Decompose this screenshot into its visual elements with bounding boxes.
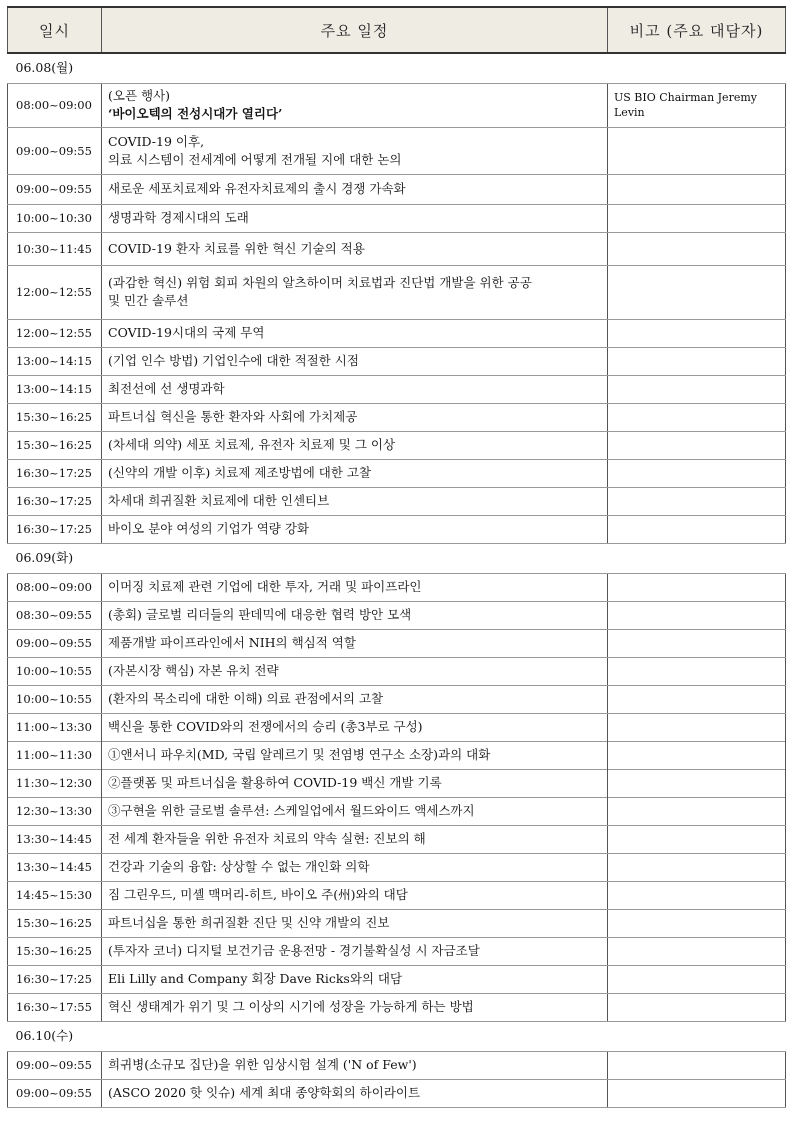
note-cell <box>608 657 786 685</box>
event-cell <box>102 265 608 319</box>
event-line: (오픈 행사) <box>108 88 171 103</box>
event-cell: 제품개발 파이프라인에서 NIH의 핵심적 역할 <box>102 629 608 657</box>
note-cell <box>608 853 786 881</box>
note-cell <box>608 319 786 347</box>
table-row <box>8 573 786 601</box>
time-cell: 13:00~14:15 <box>8 375 102 403</box>
time-cell: 16:30~17:25 <box>8 459 102 487</box>
note-cell <box>608 347 786 375</box>
event-cell: 혁신 생태계가 위기 및 그 이상의 시기에 성장을 가능하게 하는 방법 <box>102 993 608 1021</box>
table-row <box>8 937 786 965</box>
table-row <box>8 204 786 232</box>
event-cell: (투자자 코너) 디지털 보건기금 운용전망 - 경기불확실성 시 자금조달 <box>102 937 608 965</box>
event-cell: 건강과 기술의 융합: 상상할 수 없는 개인화 의학 <box>102 853 608 881</box>
time-cell: 16:30~17:25 <box>8 515 102 543</box>
time-cell: 08:00~09:00 <box>8 573 102 601</box>
note-cell <box>608 459 786 487</box>
table-row <box>8 853 786 881</box>
time-cell: 11:00~13:30 <box>8 713 102 741</box>
table-row <box>8 487 786 515</box>
event-line: 및 민간 솔루션 <box>108 293 189 308</box>
time-cell: 16:30~17:25 <box>8 487 102 515</box>
note-cell <box>608 797 786 825</box>
note-cell <box>608 601 786 629</box>
table-row <box>8 232 786 265</box>
event-line: (과감한 혁신) 위험 회피 차원의 알츠하이머 치료법과 진단법 개발을 위한 공공 <box>108 275 532 290</box>
table-row <box>8 1051 786 1079</box>
day-row <box>8 1021 786 1051</box>
time-cell: 12:00~12:55 <box>8 319 102 347</box>
col-header-time: 일시 <box>8 7 102 53</box>
event-cell: 파트너십을 통한 희귀질환 진단 및 신약 개발의 진보 <box>102 909 608 937</box>
note-cell <box>608 232 786 265</box>
table-row <box>8 174 786 204</box>
time-cell: 16:30~17:25 <box>8 965 102 993</box>
time-cell: 10:00~10:55 <box>8 685 102 713</box>
note-cell <box>608 265 786 319</box>
time-cell: 13:30~14:45 <box>8 825 102 853</box>
event-cell: 바이오 분야 여성의 기업가 역량 강화 <box>102 515 608 543</box>
day-label: 06.08(월) <box>8 53 786 83</box>
time-cell: 15:30~16:25 <box>8 403 102 431</box>
note-cell <box>608 174 786 204</box>
note-cell <box>608 403 786 431</box>
table-row <box>8 319 786 347</box>
event-line: 의료 시스템이 전세계에 어떻게 전개될 지에 대한 논의 <box>108 151 402 167</box>
note-cell: US BIO Chairman Jeremy Levin <box>608 83 786 127</box>
event-cell: ②플랫폼 및 파트너십을 활용하여 COVID-19 백신 개발 기록 <box>102 769 608 797</box>
note-cell <box>608 909 786 937</box>
time-cell: 12:30~13:30 <box>8 797 102 825</box>
time-cell: 09:00~09:55 <box>8 1051 102 1079</box>
time-cell: 09:00~09:55 <box>8 629 102 657</box>
note-cell <box>608 825 786 853</box>
time-cell: 12:00~12:55 <box>8 265 102 319</box>
event-cell: (기업 인수 방법) 기업인수에 대한 적절한 시점 <box>102 347 608 375</box>
time-cell: 09:00~09:55 <box>8 127 102 174</box>
note-cell <box>608 741 786 769</box>
event-cell <box>102 127 608 174</box>
table-row <box>8 657 786 685</box>
note-cell <box>608 127 786 174</box>
day-label: 06.09(화) <box>8 543 786 573</box>
table-row <box>8 797 786 825</box>
note-cell <box>608 431 786 459</box>
note-cell <box>608 629 786 657</box>
table-row <box>8 347 786 375</box>
event-cell: Eli Lilly and Company 회장 Dave Ricks와의 대담 <box>102 965 608 993</box>
time-cell: 15:30~16:25 <box>8 909 102 937</box>
event-cell: ③구현을 위한 글로벌 솔루션: 스케일업에서 월드와이드 액세스까지 <box>102 797 608 825</box>
event-cell: 백신을 통한 COVID와의 전쟁에서의 승리 (총3부로 구성) <box>102 713 608 741</box>
table-row <box>8 909 786 937</box>
event-cell: 전 세계 환자들을 위한 유전자 치료의 약속 실현: 진보의 해 <box>102 825 608 853</box>
time-cell: 13:30~14:45 <box>8 853 102 881</box>
table-row <box>8 459 786 487</box>
time-cell: 08:00~09:00 <box>8 83 102 127</box>
note-cell <box>608 993 786 1021</box>
event-cell <box>102 83 608 127</box>
event-cell: 희귀병(소규모 집단)을 위한 임상시험 설계 ('N of Few') <box>102 1051 608 1079</box>
table-row <box>8 741 786 769</box>
event-cell: 생명과학 경제시대의 도래 <box>102 204 608 232</box>
col-header-note: 비고 (주요 대담자) <box>608 7 786 53</box>
col-header-schedule: 주요 일정 <box>102 7 608 53</box>
table-row <box>8 825 786 853</box>
time-cell: 13:00~14:15 <box>8 347 102 375</box>
table-row <box>8 685 786 713</box>
table-row <box>8 713 786 741</box>
time-cell: 09:00~09:55 <box>8 1079 102 1107</box>
event-cell: COVID-19시대의 국제 무역 <box>102 319 608 347</box>
table-row <box>8 1079 786 1107</box>
event-cell: (환자의 목소리에 대한 이해) 의료 관점에서의 고찰 <box>102 685 608 713</box>
table-row <box>8 881 786 909</box>
table-row <box>8 993 786 1021</box>
note-cell <box>608 713 786 741</box>
time-cell: 11:30~12:30 <box>8 769 102 797</box>
note-cell <box>608 1079 786 1107</box>
day-label: 06.10(수) <box>8 1021 786 1051</box>
table-row <box>8 83 786 127</box>
event-cell: 최전선에 선 생명과학 <box>102 375 608 403</box>
table-row <box>8 769 786 797</box>
time-cell: 16:30~17:55 <box>8 993 102 1021</box>
table-row <box>8 431 786 459</box>
note-cell <box>608 204 786 232</box>
time-cell: 10:30~11:45 <box>8 232 102 265</box>
time-cell: 14:45~15:30 <box>8 881 102 909</box>
time-cell: 15:30~16:25 <box>8 431 102 459</box>
event-cell: ①앤서니 파우치(MD, 국립 알레르기 및 전염병 연구소 소장)과의 대화 <box>102 741 608 769</box>
table-row <box>8 629 786 657</box>
event-line: COVID-19 이후, <box>108 133 205 149</box>
note-cell <box>608 937 786 965</box>
time-cell: 10:00~10:55 <box>8 657 102 685</box>
time-cell: 15:30~16:25 <box>8 937 102 965</box>
note-cell <box>608 685 786 713</box>
time-cell: 10:00~10:30 <box>8 204 102 232</box>
note-cell <box>608 769 786 797</box>
event-cell: 이머징 치료제 관련 기업에 대한 투자, 거래 및 파이프라인 <box>102 573 608 601</box>
note-cell <box>608 375 786 403</box>
event-cell: 파트너십 혁신을 통한 환자와 사회에 가치제공 <box>102 403 608 431</box>
event-cell: COVID-19 환자 치료를 위한 혁신 기술의 적용 <box>102 232 608 265</box>
table-row <box>8 403 786 431</box>
event-cell: (총회) 글로벌 리더들의 판데믹에 대응한 협력 방안 모색 <box>102 601 608 629</box>
day-row <box>8 53 786 83</box>
table-row <box>8 515 786 543</box>
event-cell: (ASCO 2020 핫 잇슈) 세계 최대 종양학회의 하이라이트 <box>102 1079 608 1107</box>
day-row <box>8 543 786 573</box>
table-row <box>8 965 786 993</box>
schedule-table <box>7 6 786 1108</box>
event-cell: 새로운 세포치료제와 유전자치료제의 출시 경쟁 가속화 <box>102 174 608 204</box>
event-line-bold: ‘바이오텍의 전성시대가 열리다’ <box>108 106 283 121</box>
event-cell: (신약의 개발 이후) 치료제 제조방법에 대한 고찰 <box>102 459 608 487</box>
table-row <box>8 127 786 174</box>
note-cell <box>608 1051 786 1079</box>
note-cell <box>608 515 786 543</box>
note-cell <box>608 487 786 515</box>
event-cell: (자본시장 핵심) 자본 유치 전략 <box>102 657 608 685</box>
table-row <box>8 601 786 629</box>
event-cell: (차세대 의약) 세포 치료제, 유전자 치료제 및 그 이상 <box>102 431 608 459</box>
table-row <box>8 375 786 403</box>
note-cell <box>608 965 786 993</box>
table-row <box>8 265 786 319</box>
time-cell: 09:00~09:55 <box>8 174 102 204</box>
time-cell: 11:00~11:30 <box>8 741 102 769</box>
time-cell: 08:30~09:55 <box>8 601 102 629</box>
event-cell: 차세대 희귀질환 치료제에 대한 인센티브 <box>102 487 608 515</box>
note-cell <box>608 881 786 909</box>
note-cell <box>608 573 786 601</box>
header-row <box>8 7 786 53</box>
event-cell: 짐 그린우드, 미셸 맥머리-히트, 바이오 주(州)와의 대담 <box>102 881 608 909</box>
